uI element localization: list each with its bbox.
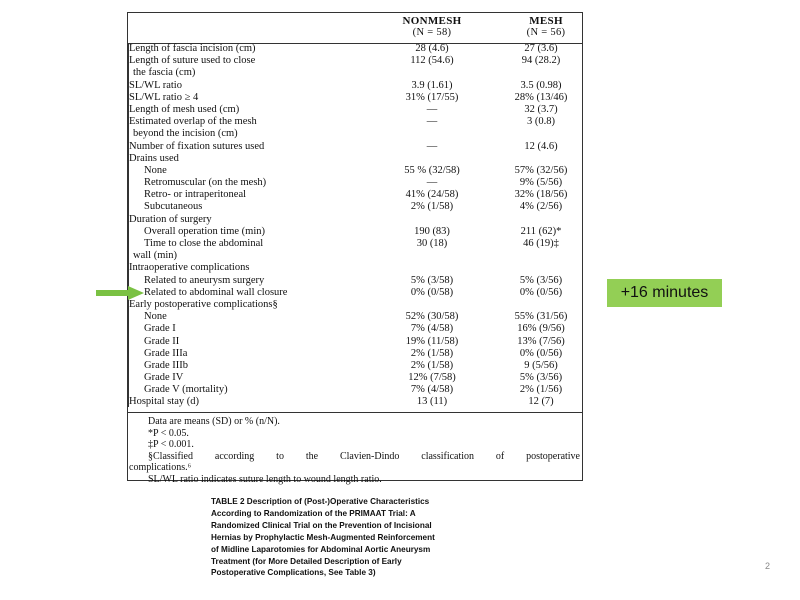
- footnote-classification: §Classified according to the Clavien-Dindo classification of postoperative: [148, 450, 580, 462]
- cell-mesh: 57% (32/56): [514, 164, 568, 176]
- page-number: 2: [765, 561, 771, 571]
- table-caption: [211, 496, 461, 579]
- column-header-nonmesh-title: NONMESH: [402, 15, 462, 27]
- cell-mesh: 5% (3/56): [519, 274, 563, 286]
- cell-nonmesh: —: [426, 140, 438, 152]
- table-row: [128, 299, 582, 311]
- table-row: [128, 177, 582, 189]
- footnote-slwl: SL/WL ratio indicates suture length to wound length ratio.: [148, 473, 382, 485]
- row-label: Grade V (mortality): [144, 384, 228, 396]
- cell-mesh: 9% (5/56): [519, 177, 563, 189]
- table-row: [128, 214, 582, 226]
- row-label: Hospital stay (d): [129, 396, 199, 408]
- cell-nonmesh: 12% (7/58): [408, 372, 456, 384]
- arrow-shaft: [96, 290, 130, 296]
- cell-nonmesh: 5% (3/58): [410, 274, 454, 286]
- row-label: Length of suture used to close: [129, 55, 256, 67]
- cell-mesh: 13% (7/56): [517, 335, 565, 347]
- table-row: [128, 67, 582, 79]
- cell-mesh: 12 (4.6): [524, 140, 558, 152]
- table-body: [128, 43, 582, 409]
- table-row: [128, 360, 582, 372]
- table-row: [128, 116, 582, 128]
- cell-nonmesh: 28 (4.6): [415, 43, 449, 54]
- table-row: [128, 189, 582, 201]
- row-label: Related to abdominal wall closure: [144, 286, 288, 298]
- row-label: SL/WL ratio: [129, 79, 182, 91]
- row-label: Subcutaneous: [144, 201, 203, 213]
- cell-mesh: 5% (3/56): [519, 372, 563, 384]
- table-row: [128, 287, 582, 299]
- table-row: [128, 165, 582, 177]
- row-label: Time to close the abdominal: [144, 238, 264, 249]
- column-header-mesh-title: MESH: [529, 15, 563, 27]
- row-label: Grade IIIb: [144, 359, 189, 371]
- row-label: Related to aneurysm surgery: [144, 274, 265, 286]
- row-label: beyond the incision (cm): [133, 128, 238, 140]
- table-row: [128, 226, 582, 238]
- cell-nonmesh: 19% (11/58): [405, 335, 459, 347]
- cell-nonmesh: 7% (4/58): [410, 323, 454, 335]
- caption-line: According to Randomization of the PRIMAAT Trial: A: [211, 508, 416, 518]
- table-row: [128, 153, 582, 165]
- table-row: [128, 372, 582, 384]
- cell-nonmesh: 2% (1/58): [410, 359, 454, 371]
- table-row: [128, 92, 582, 104]
- cell-mesh: 2% (1/56): [519, 384, 563, 396]
- table-row: [128, 348, 582, 360]
- cell-mesh: 32 (3.7): [524, 103, 558, 115]
- row-label: None: [144, 164, 167, 176]
- cell-mesh: 0% (0/56): [519, 286, 563, 298]
- table-row: [128, 43, 582, 55]
- table-row: [128, 128, 582, 140]
- table-row: [128, 250, 582, 262]
- table-row: [128, 336, 582, 348]
- cell-nonmesh: —: [426, 116, 438, 128]
- cell-mesh: 3.5 (0.98): [520, 79, 562, 91]
- table-row: [128, 238, 582, 250]
- cell-nonmesh: 30 (18): [416, 238, 448, 249]
- arrow-head: [128, 286, 144, 300]
- row-label: Estimated overlap of the mesh: [129, 116, 257, 128]
- cell-nonmesh: 52% (30/58): [405, 311, 459, 323]
- footnote-p-0001: ‡P < 0.001.: [148, 439, 194, 450]
- table-row: [128, 80, 582, 92]
- cell-mesh: 32% (18/56): [514, 189, 568, 201]
- caption-line: Randomized Clinical Trial on the Prevention of Incisional: [211, 520, 432, 530]
- right-arrow-icon: [96, 286, 144, 300]
- cell-nonmesh: 0% (0/58): [410, 286, 454, 298]
- column-header-nonmesh-n: (N = 58): [412, 27, 452, 38]
- cell-nonmesh: 55 % (32/58): [404, 164, 460, 176]
- row-label: Grade IIIa: [144, 347, 188, 359]
- cell-nonmesh: 112 (54.6): [410, 55, 454, 67]
- table-row: [128, 104, 582, 116]
- cell-nonmesh: 2% (1/58): [410, 347, 454, 359]
- cell-mesh: 16% (9/56): [517, 323, 565, 335]
- row-label: Grade IV: [144, 372, 184, 384]
- row-label: Drains used: [129, 152, 179, 164]
- table-row: [128, 275, 582, 287]
- cell-mesh: 94 (28.2): [521, 55, 561, 67]
- row-label: Number of fixation sutures used: [129, 140, 265, 152]
- caption-line: of Midline Laparotomies for Abdominal Aortic Aneurysm: [211, 544, 431, 554]
- table-row: [128, 396, 582, 408]
- footnote-p-005: *P < 0.05.: [148, 427, 189, 439]
- cell-mesh: 0% (0/56): [519, 347, 563, 359]
- cell-mesh: 4% (2/56): [519, 201, 563, 213]
- cell-mesh: 211 (62)*: [520, 225, 562, 237]
- cell-mesh: 27 (3.6): [524, 43, 558, 54]
- footnote-classification-cont: complications.⁶: [129, 462, 192, 473]
- cell-nonmesh: 41% (24/58): [405, 189, 459, 201]
- caption-line: Hernias by Prophylactic Mesh-Augmented Reinforcement: [211, 532, 435, 542]
- cell-mesh: 55% (31/56): [514, 311, 568, 323]
- row-label: Length of fascia incision (cm): [129, 43, 256, 54]
- row-label: SL/WL ratio ≥ 4: [129, 91, 199, 103]
- row-label: Duration of surgery: [129, 213, 212, 225]
- cell-nonmesh: 7% (4/58): [410, 384, 454, 396]
- row-label: Retro- or intraperitoneal: [144, 189, 247, 201]
- caption-line: Treatment (for More Detailed Description of Early: [211, 556, 402, 566]
- footnote-divider: [128, 412, 582, 413]
- table-row: [128, 55, 582, 67]
- column-header-mesh: [508, 15, 584, 39]
- cell-nonmesh: 2% (1/58): [410, 201, 454, 213]
- cell-nonmesh: 31% (17/55): [405, 91, 459, 103]
- cell-nonmesh: 13 (11): [416, 396, 448, 408]
- table-row: [128, 141, 582, 153]
- footnote-means: Data are means (SD) or % (n/N).: [148, 416, 280, 427]
- cell-mesh: 3 (0.8): [527, 116, 555, 128]
- table-row: [128, 323, 582, 335]
- table-row: [128, 262, 582, 274]
- row-label: the fascia (cm): [133, 67, 196, 79]
- column-header-nonmesh: [376, 15, 488, 39]
- row-label: Early postoperative complications§: [129, 298, 278, 310]
- caption-line: TABLE 2 Description of (Post-)Operative Characteristics: [211, 497, 430, 506]
- cell-nonmesh: 3.9 (1.61): [411, 79, 453, 91]
- table-row: [128, 384, 582, 396]
- table-footnotes: [128, 416, 582, 485]
- row-label: Grade II: [144, 335, 180, 347]
- row-label: wall (min): [133, 250, 178, 262]
- callout-box: +16 minutes: [607, 279, 722, 307]
- cell-mesh: 28% (13/46): [514, 91, 568, 103]
- row-label: Length of mesh used (cm): [129, 103, 240, 115]
- cell-mesh: 9 (5/56): [524, 359, 558, 371]
- cell-nonmesh: —: [426, 177, 438, 189]
- row-label: None: [144, 311, 167, 323]
- table-row: [128, 201, 582, 213]
- row-label: Grade I: [144, 323, 176, 335]
- row-label: Retromuscular (on the mesh): [144, 177, 267, 189]
- table-row: [128, 311, 582, 323]
- cell-mesh: 46 (19)‡: [523, 238, 559, 249]
- table-image: [127, 12, 583, 485]
- caption-line: Postoperative Complications, See Table 3): [211, 568, 376, 578]
- column-header-mesh-n: (N = 56): [526, 27, 566, 38]
- row-label: Intraoperative complications: [129, 262, 250, 274]
- row-label: Overall operation time (min): [144, 225, 266, 237]
- cell-mesh: 12 (7): [528, 396, 554, 408]
- cell-nonmesh: 190 (83): [414, 225, 450, 237]
- cell-nonmesh: —: [426, 103, 438, 115]
